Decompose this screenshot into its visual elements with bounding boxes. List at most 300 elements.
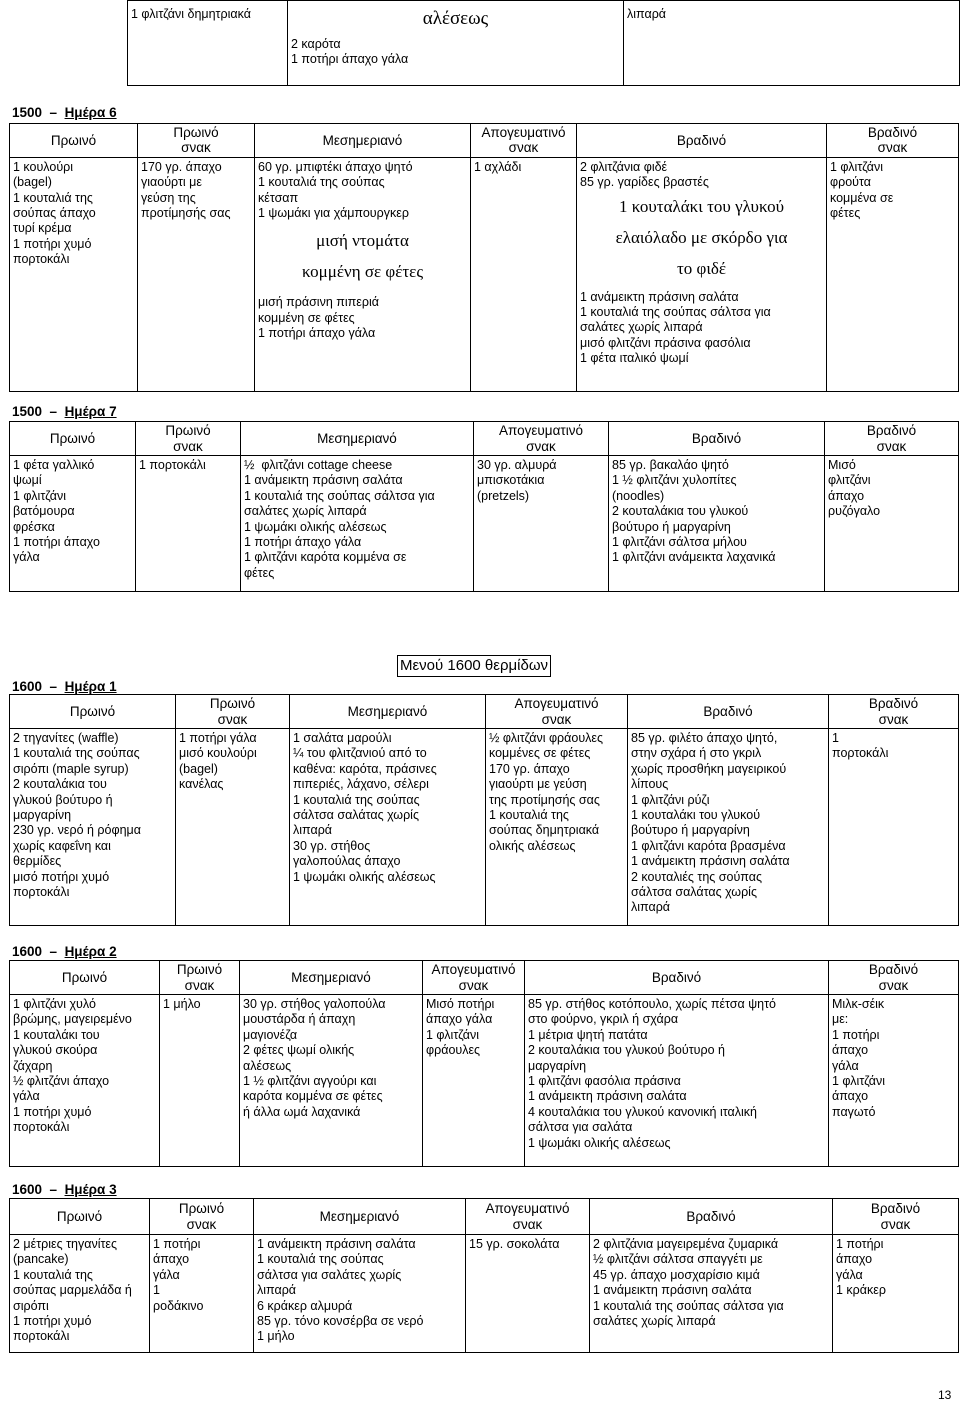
list-line: 1 ποτήρι [832,1027,880,1042]
list-line: Μιλκ-σέικ [832,997,885,1011]
list-line: 1 ½ φλιτζάνι αγγούρι και [243,1074,377,1089]
header-line: σνακ [512,1216,543,1232]
list-line: κομμένα σε [830,190,894,205]
list-line: 2 καρότα [291,37,341,51]
list-line: 1 φλιτζάνι ρύζι [631,792,710,807]
list-line: μισή πράσινη πιπεριά [258,295,379,310]
list-line: ολικής αλέσεως [489,838,576,853]
list-line: 1 κουταλιά της σούπας [257,1252,384,1267]
emphasis-line: ελαιόλαδο με σκόρδο για [615,227,788,247]
header-line: Μεσημεριανό [347,703,428,719]
list-line: 85 γρ. γαρίδες βραστές [580,175,709,190]
header-breakfast-snack [150,1199,254,1235]
header-line: Πρωινό [173,125,219,140]
list-line: τυρί κρέμα [13,221,72,236]
d1600-2-evening-snack [829,995,959,1167]
header-lunch [254,1199,466,1235]
list-line: σιρόπι [13,1298,49,1313]
list-line: πορτοκάλι [13,1120,70,1135]
list-line: 85 γρ. στήθος κοτόπουλο, χωρίς πέτσα ψητό [528,997,776,1011]
list-line: ½ φλιτζάνι άπαχο [13,1074,110,1089]
list-line: 1 κουταλιά της σούπας σάλτσα για [593,1298,784,1313]
list-line: 2 φλιτζάνια φιδέ [580,159,668,174]
list-line: φρέσκα [13,519,55,534]
list-line: 1 φλιτζάνι [13,488,67,503]
header-line: Μεσημεριανό [291,969,371,985]
list-line: σαλάτες χωρίς λιπαρά [580,320,703,335]
list-line: 1 φλιτζάνι φασόλια πράσινα [528,1074,681,1089]
list-line: καρότα κομμένα σε φέτες [243,1089,383,1104]
header-line: σνακ [186,1216,217,1232]
top-cell-2-lines [291,37,620,68]
header-line: σνακ [458,977,489,993]
list-line: άπαχο γάλα [426,1012,493,1027]
list-line: πορτοκάλι [13,885,70,900]
d1600-3-lunch [254,1235,466,1353]
list-line: 30 γρ. στήθος [293,838,371,853]
list-line: πορτοκάλι [832,746,889,761]
list-line: 1 φλιτζάνι χυλό [13,997,96,1011]
list-line: 85 γρ. τόνο κονσέρβα σε νερό [257,1314,424,1329]
list-line: (bagel) [179,761,218,776]
day6-afternoon-snack [471,157,577,391]
list-line: αλέσεως [243,1058,292,1073]
header-line: Πρωινό [50,132,97,148]
header-evening-snack [829,961,959,995]
list-line: παγωτό [832,1104,876,1119]
list-line: σούπας δημητριακά [489,823,600,838]
list-line: βρώμης, μαγειρεμένο [13,1012,132,1027]
d1600-2-table [9,960,959,1167]
list-line: μαργαρίνη [13,808,72,823]
list-line: φλιτζάνι [828,473,871,488]
header-line: Πρωινό [56,1208,103,1224]
list-line: 1 ψωμάκι ολικής αλέσεως [244,519,387,534]
header-dinner [577,124,827,158]
list-line: 1 ανάμεικτη πράσινη σαλάτα [244,473,403,488]
list-line: 1 κουταλιά της [13,1267,93,1282]
list-line: γεύση της [141,190,196,205]
list-line: γλυκού σκούρα [13,1043,98,1058]
header-line: Πρωινό [69,703,116,719]
list-line: 2 κουταλάκια του γλυκού βούτυρο ή [528,1043,725,1058]
list-line: 45 γρ. άπαχο μοσχαρίσιο κιμά [593,1267,760,1282]
list-line: λιπαρά [631,900,671,915]
list-line: μισό φλιτζάνι πράσινα φασόλια [580,335,751,350]
list-line: γιαούρτι με [141,175,202,190]
list-line: 1 ανάμεικτη πράσινη σαλάτα [580,289,739,304]
list-line: ρυζόγαλο [828,504,881,519]
list-line: άπαχο [828,488,865,503]
list-line: 1 κουταλιά της [13,190,93,205]
list-line: πιπεριές, λάχανο, σέλερι [293,777,429,792]
day6-dinner [577,157,827,391]
d1600-2-breakfast [10,995,160,1167]
list-line: λίπους [631,777,669,792]
list-line: κανέλας [179,777,224,792]
list-line: 1 ποτήρι άπαχο [13,535,100,550]
menu-1600-title: Μενού 1600 θερμίδων [397,655,551,677]
list-line: (bagel) [13,175,52,190]
top-table [127,0,960,86]
list-line: γάλα [832,1058,859,1073]
list-line: 1 [153,1283,160,1298]
header-line: σνακ [526,438,556,454]
list-line: σαλάτες χωρίς λιπαρά [593,1314,716,1329]
list-line: πορτοκάλι [13,252,70,267]
header-evening-snack [825,422,959,456]
list-line: σούπας άπαχο [13,206,96,221]
header-dinner [609,422,825,456]
list-line: λιπαρά [293,823,333,838]
list-line: μπισκοτάκια [477,473,545,488]
header-line: Μεσημεριανό [319,1208,400,1224]
list-line: 1 φλιτζάνι ανάμεικτα λαχανικά [612,550,776,565]
list-line: 1 φλιτζάνι [832,1074,886,1089]
header-line: Απογευματινό [481,125,566,140]
header-lunch [240,961,423,995]
list-line: κέτσαπ [258,190,299,205]
day6-evening-snack [827,157,959,391]
list-line: 1 ανάμεικτη πράσινη σαλάτα [528,1089,687,1104]
list-line: 30 γρ. στήθος γαλοπούλα [243,997,386,1011]
list-line: άπαχο [832,1089,869,1104]
list-line: χωρίς καφεΐνη και [13,838,111,853]
d1600-2-lunch [240,995,423,1167]
d1600-2-afternoon-snack [423,995,525,1167]
d1600-2-dinner [525,995,829,1167]
list-line: 1 κουταλάκι του γλυκού [631,808,761,823]
day6-breakfast [10,157,138,391]
list-line: 1 κουταλιά της σούπας [258,175,385,190]
header-breakfast [10,961,160,995]
header-lunch [290,695,486,729]
d1600-3-title: 1600 – Ημέρα 3 [12,1182,117,1197]
day6-table [9,123,959,392]
header-line: Βραδινό [866,423,917,439]
list-line: 1 φέτα γαλλικό [13,458,95,472]
page-number: 13 [938,1388,952,1402]
list-line: φέτες [244,565,275,580]
list-line: 30 γρ. αλμυρά [477,458,557,472]
header-line: Βραδινό [676,132,727,148]
header-line: σνακ [184,977,215,993]
list-line: φρούτα [830,175,871,190]
list-line: 170 γρ. άπαχο [489,761,570,776]
list-line: 1 ψωμάκι ολικής αλέσεως [528,1135,671,1150]
header-line: Βραδινό [686,1208,736,1224]
list-line: άπαχο [153,1252,190,1267]
list-line: 6 κράκερ αλμυρά [257,1298,353,1313]
header-breakfast-snack [138,124,255,158]
header-afternoon-snack [466,1199,590,1235]
header-breakfast-snack [160,961,240,995]
list-line: 1 κουταλιά της σούπας σάλτσα για [580,305,771,320]
d1600-3-evening-snack [833,1235,959,1353]
day6-lunch-pre [258,160,467,222]
list-line: ¼ του φλιτζανιού από το [293,746,427,761]
list-line: στην σχάρα ή στο γκριλ [631,746,762,761]
list-line: 85 γρ. φιλέτο άπαχο ψητό, [631,731,778,745]
list-line: 15 γρ. σοκολάτα [469,1237,560,1251]
list-line: 60 γρ. μπιφτέκι άπαχο ψητό [258,159,413,174]
header-line: Μεσημεριανό [317,430,397,446]
list-line: βούτυρο ή μαργαρίνη [631,823,750,838]
header-afternoon-snack [486,695,628,729]
list-line: μαργαρίνη [528,1058,587,1073]
list-line: 1 κράκερ [836,1283,886,1298]
day7-dinner [609,456,825,592]
list-line: ½ φλιτζάνι σάλτσα σπαγγέτι με [593,1252,763,1267]
emphasis-line: μισή ντομάτα [316,231,409,251]
list-line: σάλτσα σαλάτας χωρίς [293,808,419,823]
header-line: σνακ [880,1216,911,1232]
list-line: κομμένη σε φέτες [258,310,355,325]
list-line: προτίμησής σας [141,206,231,221]
header-breakfast [10,422,136,456]
header-dinner [525,961,829,995]
header-line: σνακ [508,140,539,156]
header-line: Βραδινό [870,1201,921,1217]
list-line: γιαούρτι με γεύση [489,777,587,792]
d1600-1-title: 1600 – Ημέρα 1 [12,679,117,694]
emphasis-line: κομμένη σε φέτες [301,262,424,282]
list-line: 1 ποτήρι άπαχο γάλα [244,535,362,550]
list-line: 2 φλιτζάνια μαγειρεμένα ζυμαρικά [593,1237,779,1251]
list-line: της προτίμησής σας [489,792,600,807]
list-line: 1 κουταλιά της [489,808,569,823]
day7-evening-snack [825,456,959,592]
list-line: 1 μήλο [163,997,201,1011]
day6-dinner-pre [580,160,823,191]
list-line: κομμένες σε φέτες [489,746,591,761]
d1600-1-afternoon-snack [486,729,628,926]
header-dinner [628,695,829,729]
header-breakfast-snack [136,422,241,456]
list-line: μουστάρδα ή άπαχη [243,1012,356,1027]
list-line: μισό κουλούρι [179,746,257,761]
list-line: ψωμί [13,473,42,488]
header-breakfast [10,1199,150,1235]
list-line: γάλα [153,1267,180,1282]
day7-table [9,421,959,592]
header-line: σνακ [217,711,248,727]
list-line: 1 ψωμάκι για χάμπουργκερ [258,206,409,221]
day6-dinner-big [580,191,823,290]
header-line: σνακ [181,140,211,156]
list-line: 1 κουλούρι [13,159,74,174]
list-line: Μισό [828,458,856,472]
list-line: σάλτσα για σαλάτες χωρίς [257,1267,402,1282]
list-line: γάλα [13,1089,40,1104]
day6-breakfast-snack [138,157,255,391]
header-afternoon-snack [423,961,525,995]
header-line: Βραδινό [867,125,918,140]
day7-breakfast-snack [136,456,241,592]
header-line: Πρωινό [176,962,223,978]
day6-header-row [10,124,959,158]
header-line: Πρωινό [209,696,256,712]
header-evening-snack [829,695,959,729]
list-line: 1 ½ φλιτζάνι χυλοπίτες [612,473,737,488]
header-dinner [590,1199,833,1235]
header-line: Μεσημεριανό [322,132,403,148]
header-line: Πρωινό [49,430,96,446]
list-line: πορτοκάλι [13,1329,70,1344]
list-line: 1 φλιτζάνι καρότα βρασμένα [631,838,786,853]
list-line: 1 ποτήρι χυμό [13,1314,92,1329]
list-line: γάλα [836,1267,863,1282]
list-line: (pancake) [13,1252,69,1267]
list-line: ½ φλιτζάνι cottage cheese [244,458,393,472]
day6-lunch-post [258,295,467,341]
list-line: σάλτσα για σαλάτα [528,1120,633,1135]
header-afternoon-snack [471,124,577,158]
list-line: σούπας μαρμελάδα ή [13,1283,132,1298]
header-line: Βραδινό [651,969,702,985]
list-line: σαλάτες χωρίς λιπαρά [244,504,367,519]
day7-lunch [241,456,474,592]
header-line: Πρωινό [61,969,108,985]
list-line: 2 φέτες ψωμί ολικής [243,1043,355,1058]
list-line: 1 ποτήρι [836,1237,884,1251]
list-line: με: [832,1012,849,1027]
day7-afternoon-snack [474,456,609,592]
list-line: 1 ποτήρι γάλα [179,731,257,745]
d1600-2-breakfast-snack [160,995,240,1167]
list-line: 1 μήλο [257,1329,295,1344]
header-breakfast-snack [176,695,290,729]
d1600-3-breakfast [10,1235,150,1353]
list-line: στο φούρνο, γκριλ ή σχάρα [528,1012,679,1027]
list-line: 1 φλιτζάνι καρότα κομμένα σε [244,550,407,565]
list-line: θερμίδες [13,854,62,869]
list-line: (noodles) [612,488,665,503]
header-line: Βραδινό [868,696,919,712]
d1600-1-breakfast-snack [176,729,290,926]
emphasis-line: το φιδέ [676,258,727,278]
header-line: Απογευματινό [485,1201,570,1217]
header-line: Βραδινό [868,962,919,978]
list-line: 1 ανάμεικτη πράσινη σαλάτα [631,854,790,869]
header-line: Απογευματινό [431,962,516,978]
d1600-1-dinner [628,729,829,926]
list-line: 2 τηγανίτες (waffle) [13,731,119,745]
header-line: Πρωινό [178,1201,225,1217]
header-evening-snack [833,1199,959,1235]
d1600-1-table [9,694,959,926]
list-line: χωρίς προσθήκη μαγειρικού [631,761,787,776]
list-line: 4 κουταλάκια του γλυκού κανονική ιταλική [528,1104,757,1119]
d1600-3-dinner [590,1235,833,1353]
list-line: 2 μέτριες τηγανίτες [13,1237,118,1251]
day7-title: 1500 – Ημέρα 7 [12,404,117,419]
top-cell-2: αλέσεως 2 καρότα 1 ποτήρι άπαχο γάλα [288,1,624,86]
d1600-2-title: 1600 – Ημέρα 2 [12,944,117,959]
list-line: μισό ποτήρι χυμό [13,869,110,884]
header-evening-snack [827,124,959,158]
list-line: 170 γρ. άπαχο [141,159,222,174]
list-line: βούτυρο ή μαργαρίνη [612,519,731,534]
list-line: 1 κουταλάκι του [13,1027,100,1042]
list-line: φέτες [830,206,861,221]
list-line: (pretzels) [477,488,530,503]
list-line: ζάχαρη [13,1058,53,1073]
emphasis-line: 1 κουταλάκι του γλυκού [618,196,785,216]
d1600-3-breakfast-snack [150,1235,254,1353]
day6-lunch [255,157,471,391]
header-line: Απογευματινό [514,696,599,712]
list-line: 1 σαλάτα μαρούλι [293,731,392,745]
header-lunch [255,124,471,158]
list-line: 1 [832,731,839,745]
top-cell-1: 1 φλιτζάνι δημητριακά [128,1,288,86]
list-line: 230 γρ. νερό ή ρόφημα [13,823,141,838]
header-lunch [241,422,474,456]
list-line: ½ φλιτζάνι φράουλες [489,731,604,745]
header-line: Βραδινό [691,430,742,446]
d1600-1-lunch [290,729,486,926]
list-line: 1 ποτήρι χυμό [13,1104,92,1119]
list-line: γαλοπούλας άπαχο [293,854,401,869]
d1600-3-afternoon-snack [466,1235,590,1353]
header-breakfast [10,124,138,158]
header-line: σνακ [876,438,907,454]
list-line: μαγιονέζα [243,1027,298,1042]
list-line: 1 μέτρια ψητή πατάτα [528,1027,648,1042]
list-line: σιρόπι (maple syrup) [13,761,129,776]
list-line: ή άλλα ωμά λαχανικά [243,1104,361,1119]
list-line: 1 κουταλιά της σούπας σάλτσα για [244,488,435,503]
list-line: 85 γρ. βακαλάο ψητό [612,458,729,472]
d1600-1-evening-snack [829,729,959,926]
list-line: καθένα: καρότα, πράσινες [293,761,437,776]
list-line: βατόμουρα [13,504,75,519]
list-line: 1 φλιτζάνι [830,159,884,174]
header-line: σνακ [877,140,908,156]
list-line: 2 κουταλάκια του γλυκού [612,504,749,519]
list-line: γλυκού βούτυρο ή [13,792,113,807]
list-line: άπαχο [832,1043,869,1058]
list-line: 1 φλιτζάνι [426,1027,480,1042]
header-line: σνακ [173,438,203,454]
header-line: σνακ [878,711,909,727]
header-line: σνακ [541,711,572,727]
list-line: 1 ποτήρι άπαχο γάλα [291,52,409,67]
d1600-1-breakfast [10,729,176,926]
list-line: 1 κουταλιά της σούπας [293,792,420,807]
header-line: σνακ [878,977,909,993]
d1600-3-table [9,1198,959,1353]
header-breakfast [10,695,176,729]
list-line: 1 πορτοκάλι [139,458,206,472]
list-line: ροδάκινο [153,1298,204,1313]
list-line: 1 ανάμεικτη πράσινη σαλάτα [593,1283,752,1298]
list-line: 1 κουταλιά της σούπας [13,746,140,761]
list-line: 1 ποτήρι άπαχο γάλα [258,326,376,341]
top-cell-3: λιπαρά [624,1,960,86]
header-afternoon-snack [474,422,609,456]
day7-breakfast [10,456,136,592]
list-line: 2 κουταλιές της σούπας [631,869,762,884]
header-line: Πρωινό [165,423,211,439]
list-line: Μισό ποτήρι [426,997,495,1011]
list-line: 1 ποτήρι [153,1237,201,1251]
list-line: άπαχο [836,1252,873,1267]
list-line: γάλα [13,550,40,565]
header-line: Βραδινό [703,703,753,719]
day6-lunch-big [258,221,467,295]
